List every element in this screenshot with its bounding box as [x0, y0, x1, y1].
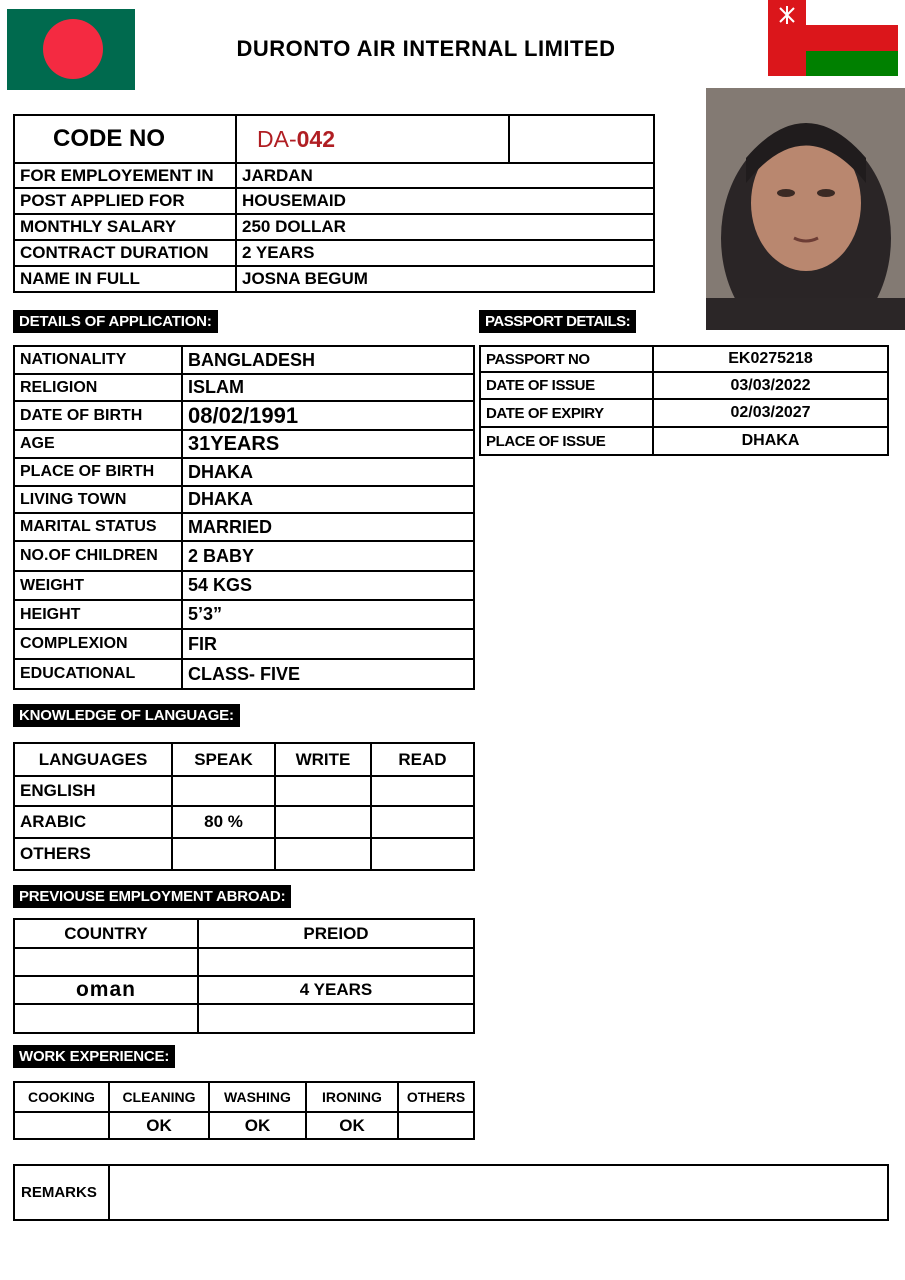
- work-header: IRONING: [306, 1082, 398, 1112]
- work-header: OTHERS: [398, 1082, 474, 1112]
- application-heading: DETAILS OF APPLICATION:: [13, 310, 218, 333]
- top-value: 2 YEARS: [236, 240, 654, 266]
- emp-period: [198, 948, 474, 976]
- passport-value: EK0275218: [653, 346, 888, 372]
- lang-write: [275, 776, 371, 806]
- emp-period: 4 YEARS: [198, 976, 474, 1004]
- employment-heading: PREVIOUSE EMPLOYMENT ABROAD:: [13, 885, 291, 908]
- oman-flag: [768, 0, 898, 76]
- lang-name: ARABIC: [14, 806, 172, 838]
- top-value: HOUSEMAID: [236, 188, 654, 214]
- lang-header: WRITE: [275, 743, 371, 776]
- passport-value: DHAKA: [653, 427, 888, 455]
- lang-write: [275, 838, 371, 870]
- app-label: COMPLEXION: [14, 629, 182, 659]
- app-value: 5’3”: [182, 600, 474, 629]
- application-table: [13, 345, 475, 690]
- lang-speak: 80 %: [172, 806, 275, 838]
- work-value: OK: [306, 1112, 398, 1139]
- remarks-table: [13, 1164, 889, 1221]
- app-value: FIR: [182, 629, 474, 659]
- lang-read: [371, 806, 474, 838]
- app-value: DHAKA: [182, 486, 474, 513]
- emp-country: [14, 948, 198, 976]
- top-label: CONTRACT DURATION: [14, 240, 236, 266]
- company-title: DURONTO AIR INTERNAL LIMITED: [236, 36, 616, 61]
- work-value: OK: [209, 1112, 306, 1139]
- app-value: 54 KGS: [182, 571, 474, 600]
- passport-label: DATE OF ISSUE: [480, 372, 653, 399]
- top-label: POST APPLIED FOR: [14, 188, 236, 214]
- emp-header: PREIOD: [198, 919, 474, 948]
- code-number: 042: [296, 125, 335, 152]
- app-value: 2 BABY: [182, 541, 474, 571]
- remarks-value: [109, 1165, 888, 1220]
- top-info-table: [13, 114, 655, 293]
- emp-period: [198, 1004, 474, 1033]
- passport-label: PLACE OF ISSUE: [480, 427, 653, 455]
- lang-read: [371, 838, 474, 870]
- emp-country: [14, 1004, 198, 1033]
- code-extra-cell: [509, 115, 654, 163]
- passport-label: DATE OF EXPIRY: [480, 399, 653, 427]
- lang-header: READ: [371, 743, 474, 776]
- app-value: BANGLADESH: [182, 346, 474, 374]
- app-label: HEIGHT: [14, 600, 182, 629]
- lang-write: [275, 806, 371, 838]
- lang-speak: [172, 776, 275, 806]
- lang-name: ENGLISH: [14, 776, 172, 806]
- top-label: FOR EMPLOYEMENT IN: [14, 163, 236, 188]
- work-value: OK: [109, 1112, 209, 1139]
- lang-header: SPEAK: [172, 743, 275, 776]
- app-label: RELIGION: [14, 374, 182, 401]
- top-value: 250 DOLLAR: [236, 214, 654, 240]
- top-value: JOSNA BEGUM: [236, 266, 654, 292]
- app-label: WEIGHT: [14, 571, 182, 600]
- app-label: PLACE OF BIRTH: [14, 458, 182, 486]
- app-label: NO.OF CHILDREN: [14, 541, 182, 571]
- app-value: 31YEARS: [182, 430, 474, 458]
- passport-value: 02/03/2027: [653, 399, 888, 427]
- lang-read: [371, 776, 474, 806]
- app-value: 08/02/1991: [182, 401, 474, 430]
- work-header: COOKING: [14, 1082, 109, 1112]
- work-table: [13, 1081, 475, 1140]
- lang-name: OTHERS: [14, 838, 172, 870]
- employment-table: [13, 918, 475, 1034]
- emp-country: oman: [14, 976, 198, 1004]
- work-heading: WORK EXPERIENCE:: [13, 1045, 175, 1068]
- work-header: WASHING: [209, 1082, 306, 1112]
- emp-header: COUNTRY: [14, 919, 198, 948]
- app-value: ISLAM: [182, 374, 474, 401]
- app-label: EDUCATIONAL: [14, 659, 182, 689]
- code-value: [236, 115, 509, 163]
- passport-value: 03/03/2022: [653, 372, 888, 399]
- top-label: NAME IN FULL: [14, 266, 236, 292]
- app-label: NATIONALITY: [14, 346, 182, 374]
- app-label: LIVING TOWN: [14, 486, 182, 513]
- work-header: CLEANING: [109, 1082, 209, 1112]
- applicant-photo: [706, 88, 905, 330]
- remarks-label: REMARKS: [14, 1165, 109, 1220]
- top-label: MONTHLY SALARY: [14, 214, 236, 240]
- passport-heading: PASSPORT DETAILS:: [479, 310, 636, 333]
- app-label: AGE: [14, 430, 182, 458]
- app-label: DATE OF BIRTH: [14, 401, 182, 430]
- code-prefix: DA-: [257, 125, 297, 152]
- top-value: JARDAN: [236, 163, 654, 188]
- work-value: [398, 1112, 474, 1139]
- app-value: CLASS- FIVE: [182, 659, 474, 689]
- app-value: MARRIED: [182, 513, 474, 541]
- work-value: [14, 1112, 109, 1139]
- lang-header: LANGUAGES: [14, 743, 172, 776]
- app-value: DHAKA: [182, 458, 474, 486]
- lang-speak: [172, 838, 275, 870]
- language-table: [13, 742, 475, 871]
- code-label: CODE NO: [14, 115, 236, 163]
- passport-label: PASSPORT NO: [480, 346, 653, 372]
- language-heading: KNOWLEDGE OF LANGUAGE:: [13, 704, 240, 727]
- app-label: MARITAL STATUS: [14, 513, 182, 541]
- passport-table: [479, 345, 889, 456]
